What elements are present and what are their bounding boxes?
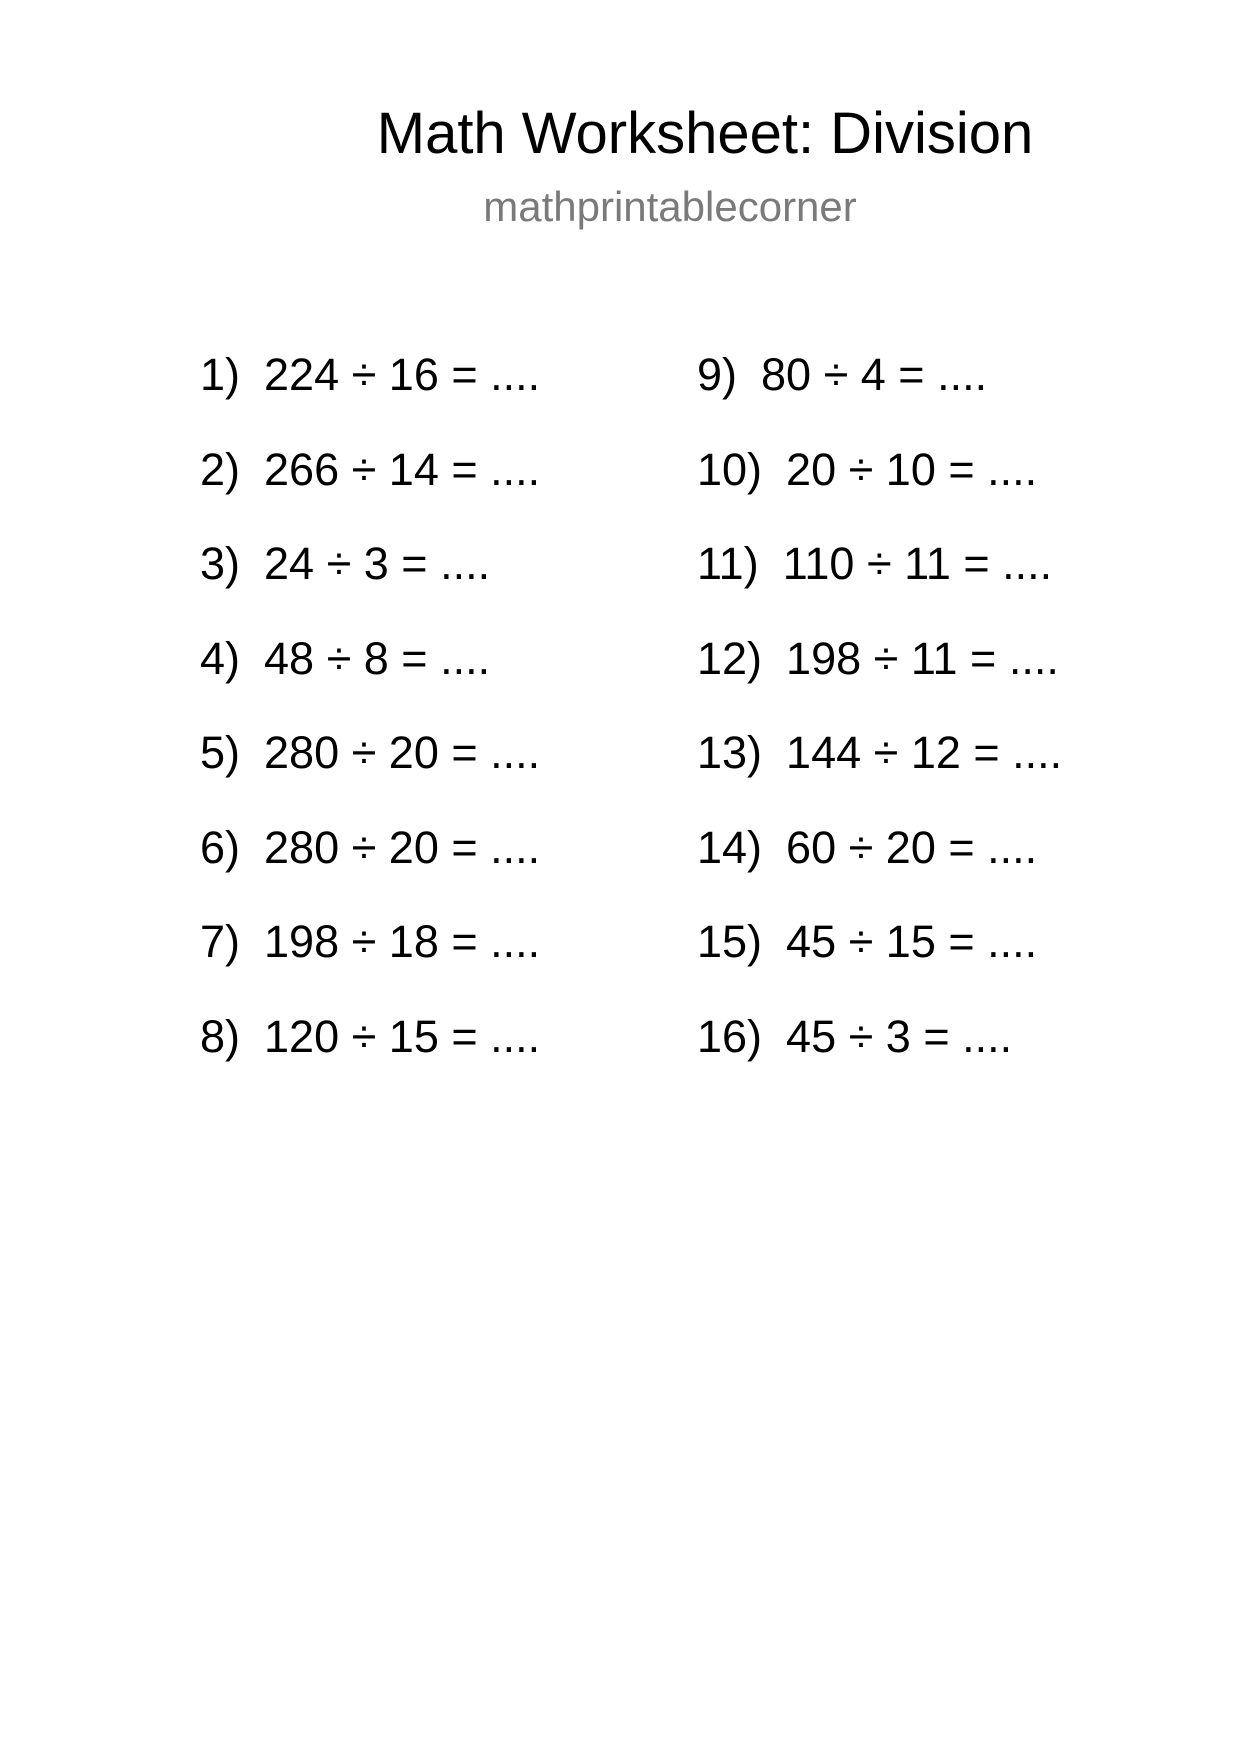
problem-12	[697, 628, 1062, 723]
problem-number: 6)	[200, 821, 241, 873]
problem-expression: 198 ÷ 11 = ....	[786, 632, 1059, 684]
problem-expression: 280 ÷ 20 = ....	[264, 821, 541, 873]
page-subtitle: mathprintablecorner	[483, 183, 857, 230]
problem-number: 16)	[697, 1010, 763, 1062]
problem-number: 3)	[200, 538, 241, 589]
problem-1	[200, 344, 540, 439]
problem-number: 12)	[697, 632, 763, 684]
problem-11	[697, 533, 1062, 628]
problem-expression: 198 ÷ 18 = ....	[264, 916, 541, 967]
problem-expression: 280 ÷ 20 = ....	[264, 727, 541, 778]
problem-expression: 45 ÷ 3 = ....	[786, 1010, 1013, 1062]
problem-number: 15)	[697, 916, 763, 967]
page-title: Math Worksheet: Division	[376, 101, 1034, 166]
problem-6	[200, 817, 540, 912]
problem-number: 11)	[697, 538, 759, 589]
problem-expression: 110 ÷ 11 = ....	[782, 538, 1053, 589]
problem-9	[697, 344, 1062, 439]
problem-expression: 45 ÷ 15 = ....	[786, 916, 1038, 967]
problem-2	[200, 439, 540, 534]
problem-number: 1)	[200, 349, 241, 400]
problem-expression: 224 ÷ 16 = ....	[264, 349, 541, 400]
problem-number: 4)	[200, 632, 241, 684]
problem-7	[200, 911, 540, 1006]
problem-8	[200, 1006, 540, 1101]
problem-expression: 60 ÷ 20 = ....	[786, 821, 1038, 873]
problem-expression: 144 ÷ 12 = ....	[786, 727, 1063, 778]
problem-5	[200, 722, 540, 817]
problem-number: 5)	[200, 727, 241, 778]
problem-expression: 266 ÷ 14 = ....	[264, 443, 541, 495]
problem-14	[697, 817, 1062, 912]
problem-expression: 24 ÷ 3 = ....	[264, 538, 491, 589]
problem-expression: 120 ÷ 15 = ....	[264, 1010, 541, 1062]
problem-13	[697, 722, 1062, 817]
problem-15	[697, 911, 1062, 1006]
problem-4	[200, 628, 540, 723]
problem-expression: 20 ÷ 10 = ....	[786, 443, 1038, 495]
problem-number: 2)	[200, 443, 241, 495]
problem-expression: 48 ÷ 8 = ....	[264, 632, 491, 684]
problem-list-left	[200, 344, 540, 1100]
problem-number: 8)	[200, 1010, 241, 1062]
problem-number: 10)	[697, 443, 763, 495]
problem-list-right	[697, 344, 1062, 1100]
problem-number: 14)	[697, 821, 763, 873]
problem-expression: 80 ÷ 4 = ....	[761, 349, 988, 400]
problem-number: 13)	[697, 727, 763, 778]
problem-number: 9)	[697, 349, 738, 400]
problem-number: 7)	[200, 916, 241, 967]
problem-10	[697, 439, 1062, 534]
problem-3	[200, 533, 540, 628]
problem-16	[697, 1006, 1062, 1101]
